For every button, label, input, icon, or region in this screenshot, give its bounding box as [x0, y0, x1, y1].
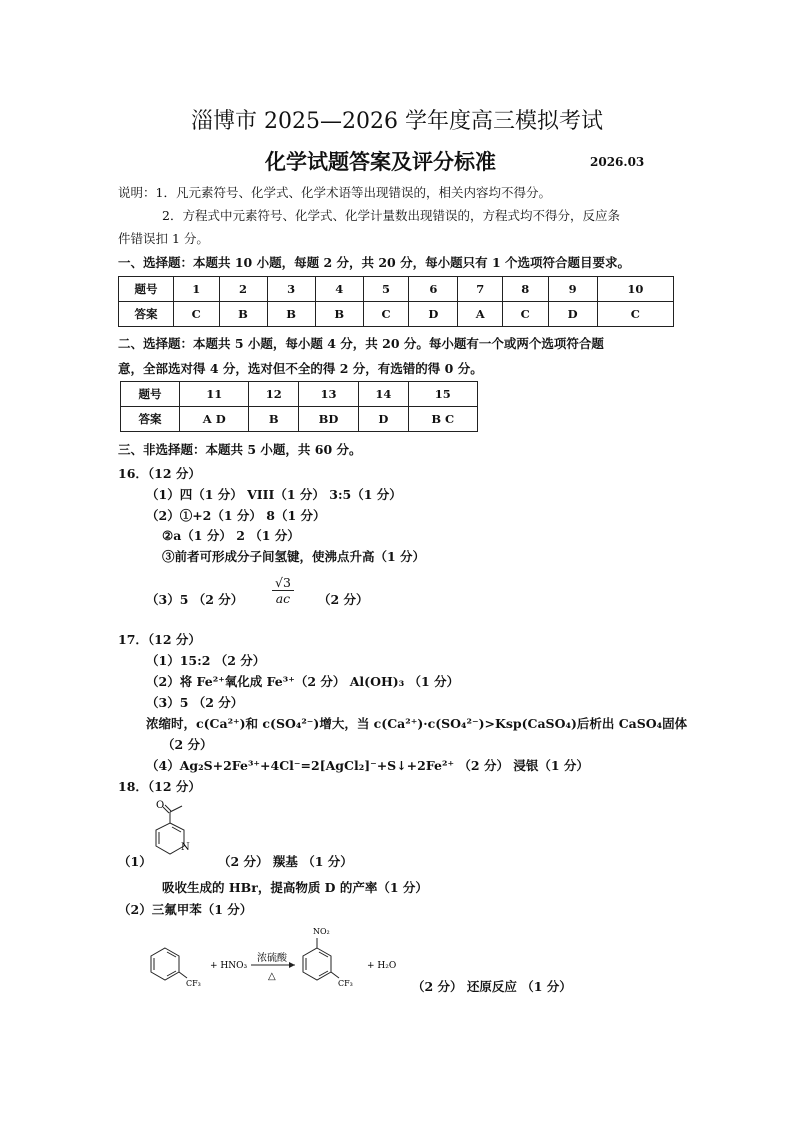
section2-heading-line-2: 意，全部选对得 4 分，选对但不全的得 2 分，有选错的得 0 分。: [118, 361, 483, 376]
table-row: [119, 277, 674, 302]
table-cell: 9: [548, 277, 597, 302]
nitration-equation: [145, 920, 405, 992]
table-cell: 10: [597, 277, 673, 302]
heat-symbol: △: [268, 971, 276, 982]
table-cell: 8: [503, 277, 549, 302]
table-cell: 6: [409, 277, 458, 302]
table-cell: B: [219, 302, 267, 327]
q17-line-4b: （2 分）: [162, 737, 213, 752]
nitro-group-label: NO₂: [313, 927, 330, 936]
page-subtitle: 化学试题答案及评分标准: [265, 149, 496, 174]
nitrogen-atom-label: N: [181, 842, 190, 853]
section2-heading-line-1: 二、选择题：本题共 5 小题，每小题 4 分，共 20 分。每小题有一个或两个选项符合题: [118, 336, 604, 351]
table-cell: 题号: [119, 277, 174, 302]
oxygen-atom-label: O: [156, 800, 165, 811]
table-cell: D: [359, 407, 408, 432]
page-title: 淄博市 2025—2026 学年度高三模拟考试: [191, 109, 603, 134]
fraction-denominator: ac: [275, 591, 291, 606]
q16-line-1: （1）四（1 分） VIII（1 分） 3:5（1 分）: [146, 487, 402, 502]
table-cell: D: [409, 302, 458, 327]
table-cell: D: [548, 302, 597, 327]
table-cell: 答案: [121, 407, 180, 432]
note-line-1: 说明：1．凡元素符号、化学式、化学术语等出现错误的，相关内容均不得分。: [118, 185, 551, 200]
table-cell: 13: [298, 382, 358, 407]
note-line-3: 件错误扣 1 分。: [118, 231, 209, 246]
trifluoromethyl-label-right: CF₃: [338, 979, 353, 988]
table-row: [119, 302, 674, 327]
table-cell: C: [503, 302, 549, 327]
q18-line-2: 吸收生成的 HBr，提高物质 D 的产率（1 分）: [162, 880, 428, 895]
q17-line-5: （4）Ag₂S+2Fe³⁺+4Cl⁻=2[AgCl₂]⁻+S↓+2Fe²⁺ （2 分） 浸银（1 分）: [146, 758, 589, 773]
table-cell: C: [363, 302, 409, 327]
table-cell: B: [315, 302, 363, 327]
table-cell: 4: [315, 277, 363, 302]
nitric-acid-label: + HNO₃: [210, 961, 248, 971]
table-cell: 题号: [121, 382, 180, 407]
exam-date: 2026.03: [590, 155, 645, 169]
table-cell: 1: [174, 277, 220, 302]
table-cell: C: [174, 302, 220, 327]
q18-line-3: （2）三氟甲苯（1 分）: [118, 902, 253, 917]
q18-heading: 18．（12 分）: [118, 779, 201, 794]
table-cell: B: [267, 302, 315, 327]
q16-line-3: ②a（1 分） 2 （1 分）: [162, 528, 300, 543]
table-cell: 3: [267, 277, 315, 302]
table-row: [121, 382, 478, 407]
section2-answer-table: [120, 381, 478, 432]
fraction-numerator: √3: [272, 575, 294, 591]
table-cell: 14: [359, 382, 408, 407]
table-cell: A D: [180, 407, 249, 432]
section1-heading: 一、选择题：本题共 10 小题，每题 2 分，共 20 分，每小题只有 1 个选项符合题目要求。: [118, 255, 631, 270]
table-cell: B: [249, 407, 298, 432]
q16-line-2: （2）①+2（1 分） 8（1 分）: [146, 508, 326, 523]
table-cell: C: [597, 302, 673, 327]
table-cell: 15: [408, 382, 477, 407]
table-row: [121, 407, 478, 432]
table-cell: 答案: [119, 302, 174, 327]
q18-line-4: （2 分） 还原反应 （1 分）: [412, 979, 572, 994]
table-cell: 7: [458, 277, 503, 302]
table-cell: B C: [408, 407, 477, 432]
table-cell: 12: [249, 382, 298, 407]
trifluoromethyl-label-left: CF₃: [186, 979, 201, 988]
q17-heading: 17．（12 分）: [118, 632, 201, 647]
section1-answer-table: [118, 276, 674, 327]
section3-heading: 三、非选择题：本题共 5 小题，共 60 分。: [118, 442, 362, 457]
note-line-2: 2．方程式中元素符号、化学式、化学计量数出现错误的，方程式均不得分，反应条: [162, 208, 620, 223]
table-cell: 11: [180, 382, 249, 407]
density-fraction: [272, 575, 294, 606]
catalyst-label: 浓硫酸: [257, 953, 287, 964]
q17-line-1: （1）15:2 （2 分）: [146, 653, 266, 668]
q16-heading: 16．（12 分）: [118, 466, 201, 481]
table-cell: A: [458, 302, 503, 327]
table-cell: BD: [298, 407, 358, 432]
acetylpyridine-structure: [150, 796, 200, 860]
q18-line-1a: （1）: [118, 854, 152, 869]
water-label: + H₂O: [367, 961, 397, 971]
q17-line-3: （3）5 （2 分）: [146, 695, 244, 710]
q16-line-5a: （3）5 （2 分）: [146, 592, 244, 607]
table-cell: 2: [219, 277, 267, 302]
q16-line-5b: （2 分）: [318, 592, 369, 607]
q16-line-4: ③前者可形成分子间氢键，使沸点升高（1 分）: [162, 549, 426, 564]
q18-line-1b: （2 分） 羰基 （1 分）: [218, 854, 353, 869]
table-cell: 5: [363, 277, 409, 302]
q17-line-2: （2）将 Fe²⁺氧化成 Fe³⁺（2 分） Al(OH)₃ （1 分）: [146, 674, 460, 689]
q17-line-4: 浓缩时，c(Ca²⁺)和 c(SO₄²⁻)增大，当 c(Ca²⁺)·c(SO₄²⁻)>Ksp(CaSO₄)后析出 CaSO₄固体: [146, 716, 688, 731]
